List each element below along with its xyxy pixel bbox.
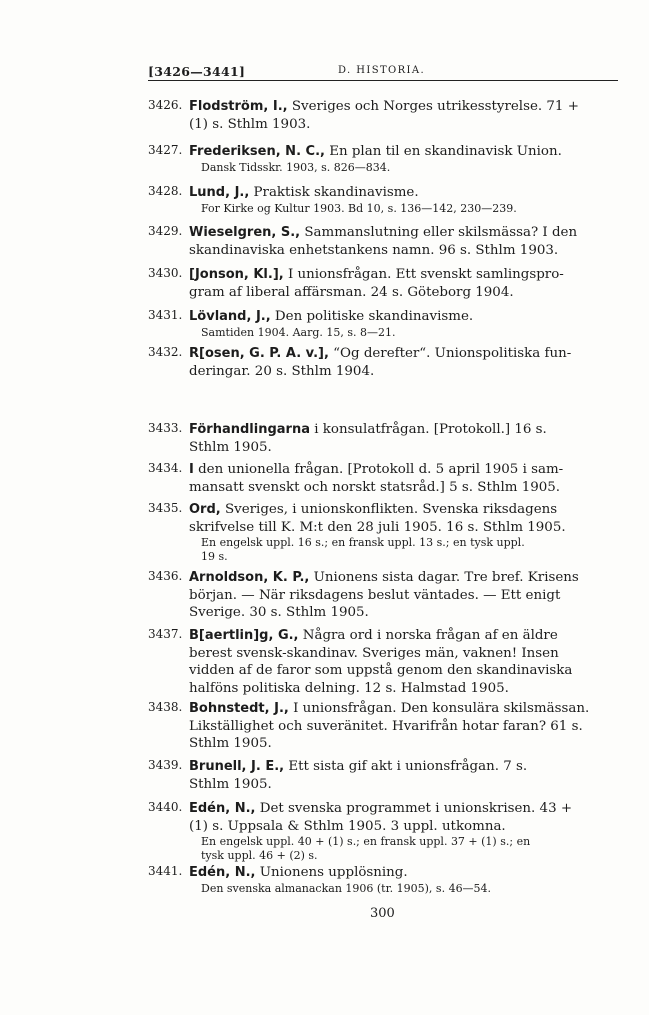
- bibliography-entry: [148, 800, 618, 863]
- entry-author: Edén, N.,: [189, 801, 256, 816]
- entry-author: Flodström, I.,: [189, 99, 288, 114]
- page: [148, 62, 618, 895]
- entry-number: 3439.: [148, 758, 183, 772]
- entry-author: [Jonson, Kl.],: [189, 267, 284, 282]
- entry-author: Förhandlingarna: [189, 422, 310, 437]
- page-number: 300: [370, 906, 395, 921]
- bibliography-entry: [148, 224, 618, 259]
- entry-number: 3426.: [148, 98, 183, 112]
- entry-title: I unionsfrågan. Ett svenskt samlingspro-: [283, 267, 564, 282]
- section-title: D. HISTORIA.: [338, 65, 426, 76]
- bibliography-entry: [148, 308, 618, 340]
- entry-title: Det svenska programmet i unionskrisen. 43 +: [255, 801, 573, 816]
- entry-title: Sveriges, i unionskonflikten. Svenska riksdagens: [220, 502, 558, 517]
- bibliography-entry: [148, 421, 618, 456]
- entry-title: Ett sista gif akt i unionsfrågan. 7 s.: [284, 759, 528, 774]
- entry-text-line: deringar. 20 s. Sthlm 1904.: [189, 363, 375, 379]
- entry-title: Praktisk skandinavisme.: [249, 185, 419, 200]
- entry-text-line: skrifvelse till K. M:t den 28 juli 1905. 16 s. Sthlm 1905.: [189, 519, 566, 535]
- entry-title: den unionella frågan. [Protokoll d. 5 april 1905 i sam-: [193, 462, 564, 477]
- entry-note: 19 s.: [201, 550, 228, 563]
- entry-author: Lund, J.,: [189, 185, 250, 200]
- entry-number: 3431.: [148, 308, 183, 322]
- entry-text-line: (1) s. Sthlm 1903.: [189, 116, 311, 132]
- bibliography-entry: [148, 864, 618, 896]
- entry-author: Brunell, J. E.,: [189, 759, 285, 774]
- entry-author: Wieselgren, S.,: [189, 225, 301, 240]
- bibliography-entry: [148, 569, 618, 622]
- entry-author: Ord,: [189, 502, 221, 517]
- entry-text-line: halföns politiska delning. 12 s. Halmstad 1905.: [189, 680, 509, 696]
- entry-number: 3428.: [148, 184, 183, 198]
- entry-author: Frederiksen, N. C.,: [189, 144, 325, 159]
- entry-number: 3436.: [148, 569, 183, 583]
- entry-text-line: Sthlm 1905.: [189, 439, 272, 455]
- entry-note: En engelsk uppl. 40 + (1) s.; en fransk uppl. 37 + (1) s.; en: [201, 835, 531, 848]
- bibliography-entry: [148, 501, 618, 564]
- bibliography-entry: [148, 345, 618, 380]
- entry-text-line: (1) s. Uppsala & Sthlm 1905. 3 uppl. utkomna.: [189, 818, 506, 834]
- entry-author: R[osen, G. P. A. v.],: [189, 346, 329, 361]
- entry-note: tysk uppl. 46 + (2) s.: [201, 849, 318, 862]
- entry-range: [3426—3441]: [148, 64, 246, 79]
- entry-number: 3432.: [148, 345, 183, 359]
- entry-note: Samtiden 1904. Aarg. 15, s. 8—21.: [201, 325, 396, 339]
- bibliography-entry: [148, 143, 618, 175]
- bibliography-entry: [148, 627, 618, 697]
- entry-author: B[aertlin]g, G.,: [189, 628, 299, 643]
- entry-title: Unionens upplösning.: [255, 865, 408, 880]
- entry-text-line: början. — När riksdagens beslut väntades. — Ett enigt: [189, 587, 561, 603]
- entry-number: 3438.: [148, 700, 183, 714]
- entry-number: 3437.: [148, 627, 183, 641]
- entry-text-line: Likställighet och suveränitet. Hvarifrån hotar faran? 61 s.: [189, 718, 583, 734]
- entry-text-line: Sverige. 30 s. Sthlm 1905.: [189, 605, 369, 620]
- entry-number: 3427.: [148, 143, 183, 157]
- entry-title: i konsulatfrågan. [Protokoll.] 16 s.: [309, 422, 547, 437]
- entry-text-line: Sthlm 1905.: [189, 776, 272, 792]
- entry-number: 3434.: [148, 461, 183, 475]
- running-header: [148, 62, 618, 81]
- entry-title: En plan til en skandinavisk Union.: [324, 144, 562, 159]
- entry-title: Unionens sista dagar. Tre bref. Krisens: [309, 570, 579, 585]
- entry-title: I unionsfrågan. Den konsulära skilsmässan.: [288, 701, 590, 716]
- entry-author: Bohnstedt, J.,: [189, 701, 289, 716]
- entry-author: I: [189, 462, 194, 477]
- entry-title: “Og derefter“. Unionspolitiska fun-: [328, 346, 572, 361]
- entry-text-line: gram af liberal affärsman. 24 s. Göteborg 1904.: [189, 284, 514, 300]
- entry-author: Arnoldson, K. P.,: [189, 570, 310, 585]
- entry-text-line: vidden af de faror som uppstå genom den skandinaviska: [189, 663, 573, 678]
- entry-note: For Kirke og Kultur 1903. Bd 10, s. 136—142, 230—239.: [201, 201, 517, 215]
- entry-number: 3440.: [148, 800, 183, 814]
- entry-text-line: Sthlm 1905.: [189, 736, 272, 751]
- entry-text-line: skandinaviska enhetstankens namn. 96 s. Sthlm 1903.: [189, 242, 559, 258]
- entry-title: Den politiske skandinavisme.: [270, 309, 474, 324]
- bibliography-entry: [148, 266, 618, 301]
- entry-number: 3441.: [148, 864, 183, 878]
- entry-number: 3429.: [148, 224, 183, 238]
- entry-number: 3433.: [148, 421, 183, 435]
- entry-number: 3430.: [148, 266, 183, 280]
- entry-title: Sammanslutning eller skilsmässa? I den: [300, 225, 578, 240]
- bibliography-entry: [148, 184, 618, 216]
- entry-text-line: mansatt svenskt och norskt statsråd.] 5 s. Sthlm 1905.: [189, 479, 561, 495]
- bibliography-entry: [148, 700, 618, 753]
- entry-author: Lövland, J.,: [189, 309, 271, 324]
- bibliography-entry: [148, 758, 618, 793]
- bibliography-entry: [148, 461, 618, 496]
- entry-number: 3435.: [148, 501, 183, 515]
- entry-text-line: berest svensk-skandinav. Sveriges män, vaknen! Insen: [189, 645, 559, 661]
- entry-author: Edén, N.,: [189, 865, 256, 880]
- entry-note: En engelsk uppl. 16 s.; en fransk uppl. 13 s.; en tysk uppl.: [201, 536, 525, 549]
- entry-note: Dansk Tidsskr. 1903, s. 826—834.: [201, 160, 391, 174]
- entry-title: Några ord i norska frågan af en äldre: [298, 628, 558, 643]
- entry-title: Sveriges och Norges utrikesstyrelse. 71 +: [287, 99, 579, 114]
- entry-note: Den svenska almanackan 1906 (tr. 1905), s. 46—54.: [201, 881, 492, 895]
- bibliography-entry: [148, 98, 618, 133]
